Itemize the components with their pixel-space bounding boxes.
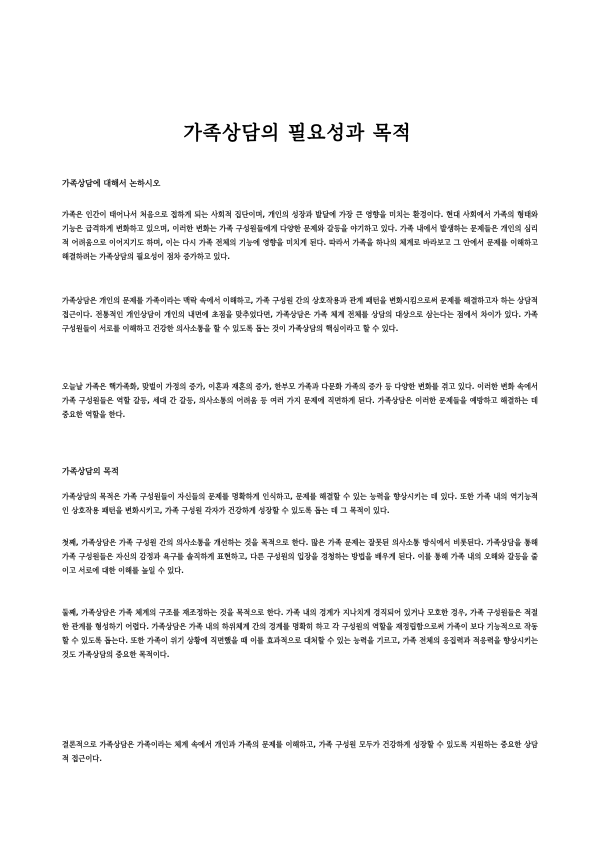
paragraph-2: 가족상담은 개인의 문제를 가족이라는 맥락 속에서 이해하고, 가족 구성원 간의 상호작용과 관계 패턴을 변화시킴으로써 문제를 해결하고자 하는 상담적 접근이다. 전통적인 개인상담이 개인의 내면에 초점을 맞추었다면, 가족상담은 가족 체계 전체를 상담의 대상으로 삼는다는 점에서 차이가 있다. 가족 구성원들이 서로를 이해하고 건강한 의사소통을 할 수 있도록 돕는 것이 가족상담의 핵심이라고 할 수 있다. [62, 296, 538, 333]
paragraph-5: 첫째, 가족상담은 가족 구성원 간의 의사소통을 개선하는 것을 목적으로 한다. 많은 가족 문제는 잘못된 의사소통 방식에서 비롯된다. 가족상담을 통해 가족 구성원들은 자신의 감정과 욕구를 솔직하게 표현하고, 다른 구성원의 입장을 경청하는 방법을 배우게 된다. 이를 통해 가족 내의 오해와 갈등을 줄이고 서로에 대한 이해를 높일 수 있다. [62, 538, 538, 575]
paragraph-4: 가족상담의 목적은 가족 구성원들이 자신들의 문제를 명확하게 인식하고, 문제를 해결할 수 있는 능력을 향상시키는 데 있다. 또한 가족 내의 역기능적인 상호작용 패턴을 변화시키고, 가족 구성원 각자가 건강하게 성장할 수 있도록 돕는 데 그 목적이 있다. [62, 492, 538, 515]
section-heading: 가족상담의 목적 [62, 467, 119, 476]
document-title: 가족상담의 필요성과 목적 [183, 122, 412, 144]
intro-heading: 가족상담에 대해서 논하시오 [62, 179, 161, 188]
paragraph-3: 오늘날 가족은 핵가족화, 맞벌이 가정의 증가, 이혼과 재혼의 증가, 한부모 가족과 다문화 가족의 증가 등 다양한 변화를 겪고 있다. 이러한 변화 속에서 가족 구성원들은 역할 갈등, 세대 간 갈등, 의사소통의 어려움 등 여러 가지 문제에 직면하게 된다. 가족상담은 이러한 문제들을 예방하고 해결하는 데 중요한 역할을 한다. [62, 382, 538, 419]
paragraph-6: 둘째, 가족상담은 가족 체계의 구조를 재조정하는 것을 목적으로 한다. 가족 내의 경계가 지나치게 경직되어 있거나 모호한 경우, 가족 구성원들은 적절한 관계를 형성하기 어렵다. 가족상담은 가족 내의 하위체계 간의 경계를 명확히 하고 각 구성원의 역할을 재정립함으로써 가족이 보다 기능적으로 작동할 수 있도록 돕는다. 또한 가족이 위기 상황에 직면했을 때 이를 효과적으로 대처할 수 있는 능력을 기르고, 가족 전체의 응집력과 적응력을 향상시키는 것도 가족상담의 중요한 목적이다. [62, 608, 538, 659]
paragraph-7: 결론적으로 가족상담은 가족이라는 체계 속에서 개인과 가족의 문제를 이해하고, 가족 구성원 모두가 건강하게 성장할 수 있도록 지원하는 중요한 상담적 접근이다. [62, 740, 538, 763]
paragraph-1: 가족은 인간이 태어나서 처음으로 접하게 되는 사회적 집단이며, 개인의 성장과 발달에 가장 큰 영향을 미치는 환경이다. 현대 사회에서 가족의 형태와 기능은 급격하게 변화하고 있으며, 이러한 변화는 가족 구성원들에게 다양한 문제와 갈등을 야기하고 있다. 가족 내에서 발생하는 문제들은 개인의 심리적 어려움으로 이어지기도 하며, 이는 다시 가족 전체의 기능에 영향을 미치게 된다. 따라서 가족을 하나의 체계로 바라보고 그 안에서 문제를 이해하고 해결하려는 가족상담의 필요성이 점차 증가하고 있다. [62, 210, 538, 261]
